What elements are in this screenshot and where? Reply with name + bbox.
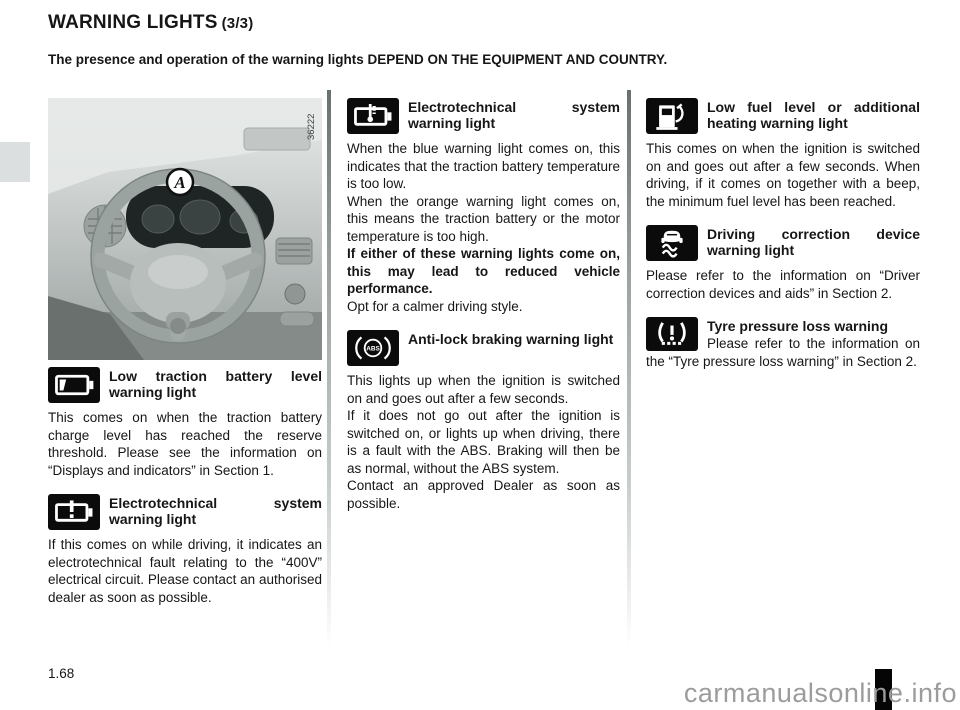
- abs-icon-text: ABS: [366, 345, 380, 353]
- warning-light-paragraph: This comes on when the traction battery charge level has reached the reserve threshold. Please see the information on “Displays and indicators” in Section 1.: [48, 410, 322, 478]
- page-title: [48, 12, 253, 34]
- warning-light-paragraph: Please refer to the information on the “Tyre pressure loss warning” in Section 2.: [646, 336, 920, 369]
- warning-light-paragraph: Please refer to the information on “Driver correction devices and aids” in Section 2.: [646, 268, 920, 301]
- page-number: 1.68: [48, 666, 75, 681]
- warning-light-heading: Low fuel level or additional heating warning light: [707, 99, 920, 131]
- column-separator: [327, 90, 331, 648]
- abs-icon: [347, 330, 399, 366]
- battery-exclamation-icon: [48, 494, 100, 530]
- fuel-pump-icon: [646, 98, 698, 134]
- warning-light-paragraph: This comes on when the ignition is switched on and goes out after a few seconds. When driving, if it comes on together with a beep, the minimum fuel level has been reached.: [646, 141, 920, 209]
- warning-light-heading: Electrotechnical system warning light: [109, 495, 322, 527]
- warning-light-paragraph: This lights up when the ignition is switched on and goes out after a few seconds.: [347, 373, 620, 406]
- gauge-left: [142, 205, 174, 233]
- warning-light-block: [48, 367, 322, 479]
- battery-thermometer-icon: [347, 98, 399, 134]
- warning-light-paragraph: If it does not go out after the ignition is switched on, or lights up when driving, there is a fault with the ABS. Braking will then be as normal, without the ABS system.: [347, 408, 620, 476]
- column-right: [646, 98, 920, 385]
- column-left: [48, 98, 322, 621]
- warning-light-block: [646, 225, 920, 302]
- steering-wheel-pad-highlight: [148, 255, 208, 289]
- warning-light-paragraph: Opt for a calmer driving style.: [347, 298, 523, 314]
- warning-light-block: [48, 494, 322, 606]
- display-screen: [244, 128, 310, 150]
- gauge-center: [180, 200, 220, 234]
- warning-light-heading: Anti-lock braking warning light: [408, 331, 614, 347]
- column-separator: [627, 90, 631, 648]
- column-middle: [347, 98, 620, 527]
- tyre-pressure-icon: [646, 317, 698, 351]
- warning-light-block: [347, 330, 620, 512]
- warning-light-paragraph: If this comes on while driving, it indicates an electrotechnical fault relating to the “400V” electrical circuit. Please contact an authorised dealer as soon as possible.: [48, 537, 322, 605]
- warning-light-block: [347, 98, 620, 315]
- warning-light-paragraph: When the blue warning light comes on, this indicates that the traction battery temperature is too low.: [347, 141, 620, 191]
- control-knob: [285, 284, 305, 304]
- photo-id: 36222: [306, 113, 317, 140]
- dashboard-photo: [48, 98, 322, 360]
- watermark: carmanualsonline.info: [683, 678, 957, 708]
- warning-light-block: [646, 98, 920, 210]
- warning-light-heading: Tyre pressure loss warning: [707, 318, 889, 334]
- driving-correction-icon: [646, 225, 698, 261]
- page-subtitle: The presence and operation of the warning lights DEPEND ON THE EQUIPMENT AND COUNTRY.: [48, 52, 668, 67]
- warning-light-paragraph: Contact an approved Dealer as soon as possible.: [347, 478, 620, 511]
- page-title-suffix: (3/3): [221, 15, 254, 32]
- page-edge-tab: [0, 142, 30, 182]
- wheel-lower-ring: [170, 318, 186, 334]
- air-vent-right: [276, 238, 312, 264]
- battery-low-icon: [48, 367, 100, 403]
- page-title-text: WARNING LIGHTS: [48, 12, 218, 33]
- control-slider: [280, 312, 314, 326]
- warning-light-heading: Low traction battery level warning light: [109, 368, 322, 400]
- warning-light-paragraph-bold: If either of these warning lights come on, this may lead to reduced vehicle performance.: [347, 246, 620, 296]
- warning-light-paragraph: When the orange warning light comes on, this means the traction battery or the motor temperature is too high.: [347, 193, 620, 244]
- warning-light-heading: Electrotechnical system warning light: [408, 99, 620, 131]
- warning-light-heading: Driving correction device warning light: [707, 226, 920, 258]
- callout-label: A: [174, 173, 186, 192]
- warning-light-block: [646, 317, 920, 370]
